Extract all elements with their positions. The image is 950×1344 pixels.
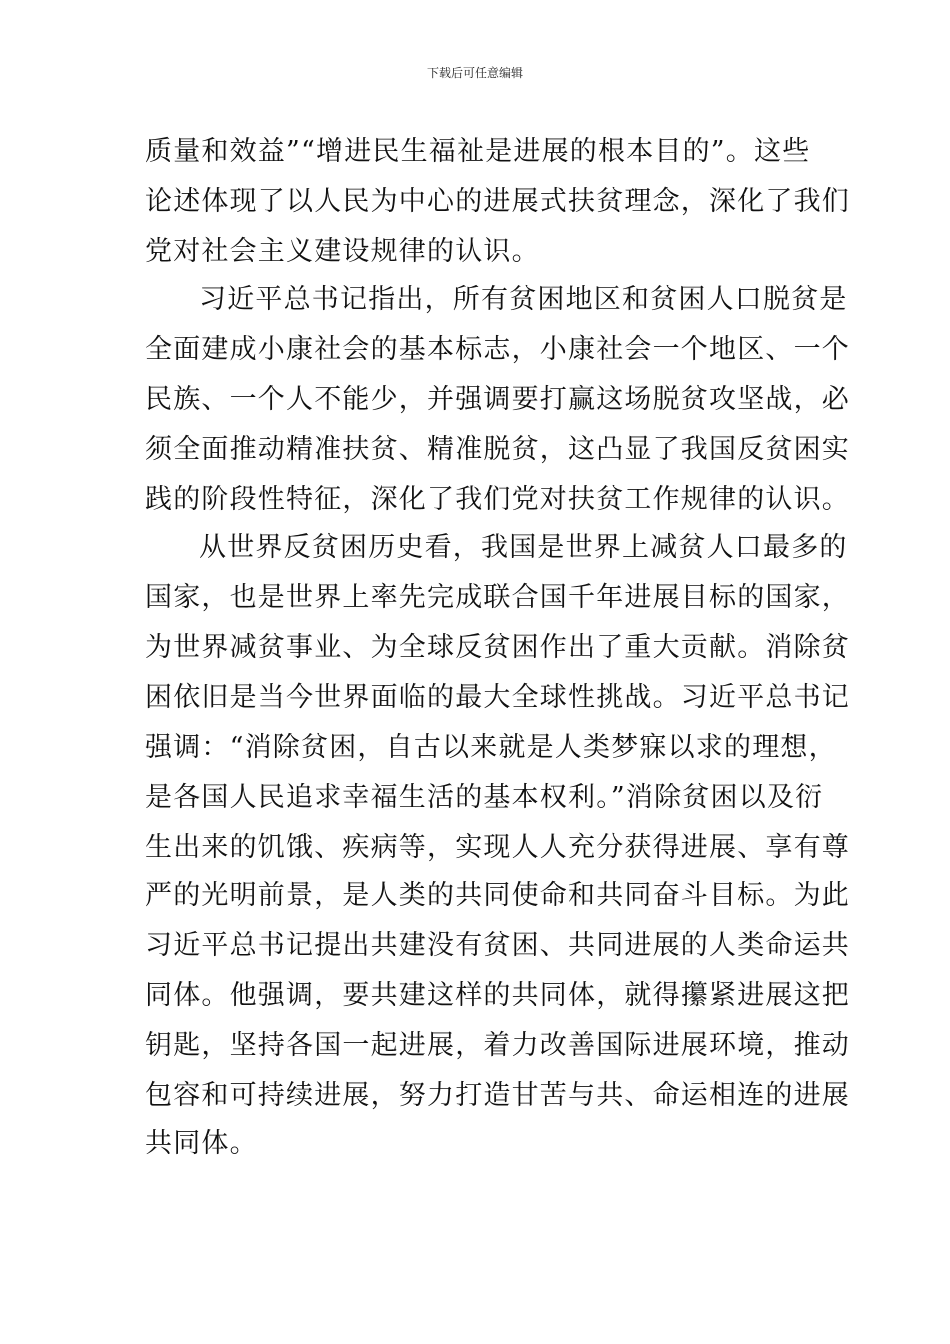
text-line: 严的光明前景，是人类的共同使命和共同奋斗目标。为此 [145,880,850,911]
text-line: 民族、一个人不能少，并强调要打赢这场脱贫攻坚战，必 [145,384,850,415]
text-line: 须全面推动精准扶贫、精准脱贫，这凸显了我国反贫困实 [145,434,850,465]
text-line: 是各国人民追求幸福生活的基本权利。”消除贫困以及衍 [145,782,824,813]
text-line: 钥匙，坚持各国一起进展，着力改善国际进展环境，推动 [145,1030,850,1061]
text-line: 践的阶段性特征，深化了我们党对扶贫工作规律的认识。 [145,484,850,515]
text-line: 强调：“消除贫困，自古以来就是人类梦寐以求的理想， [145,732,837,763]
text-line: 生出来的饥饿、疾病等，实现人人充分获得进展、享有尊 [145,832,850,863]
text-line: 习近平总书记提出共建没有贫困、共同进展的人类命运共 [145,930,850,961]
text-line: 党对社会主义建设规律的认识。 [145,236,540,267]
text-line: 困依旧是当今世界面临的最大全球性挑战。习近平总书记 [145,682,850,713]
text-line: 从世界反贫困历史看，我国是世界上减贫人口最多的 [199,532,848,563]
text-line: 国家，也是世界上率先完成联合国千年进展目标的国家， [145,582,850,613]
page-header: 下载后可任意编辑 [426,66,523,80]
text-line: 共同体。 [145,1128,258,1159]
text-line: 论述体现了以人民为中心的进展式扶贫理念，深化了我们 [145,186,850,217]
text-line: 全面建成小康社会的基本标志，小康社会一个地区、一个 [145,334,850,365]
text-line: 同体。他强调，要共建这样的共同体，就得攥紧进展这把 [145,980,850,1011]
text-line: 包容和可持续进展，努力打造甘苦与共、命运相连的进展 [145,1080,850,1111]
text-line: 质量和效益”“增进民生福祉是进展的根本目的”。这些 [145,136,811,167]
text-line: 为世界减贫事业、为全球反贫困作出了重大贡献。消除贫 [145,632,850,663]
text-line: 习近平总书记指出，所有贫困地区和贫困人口脱贫是 [199,284,848,315]
